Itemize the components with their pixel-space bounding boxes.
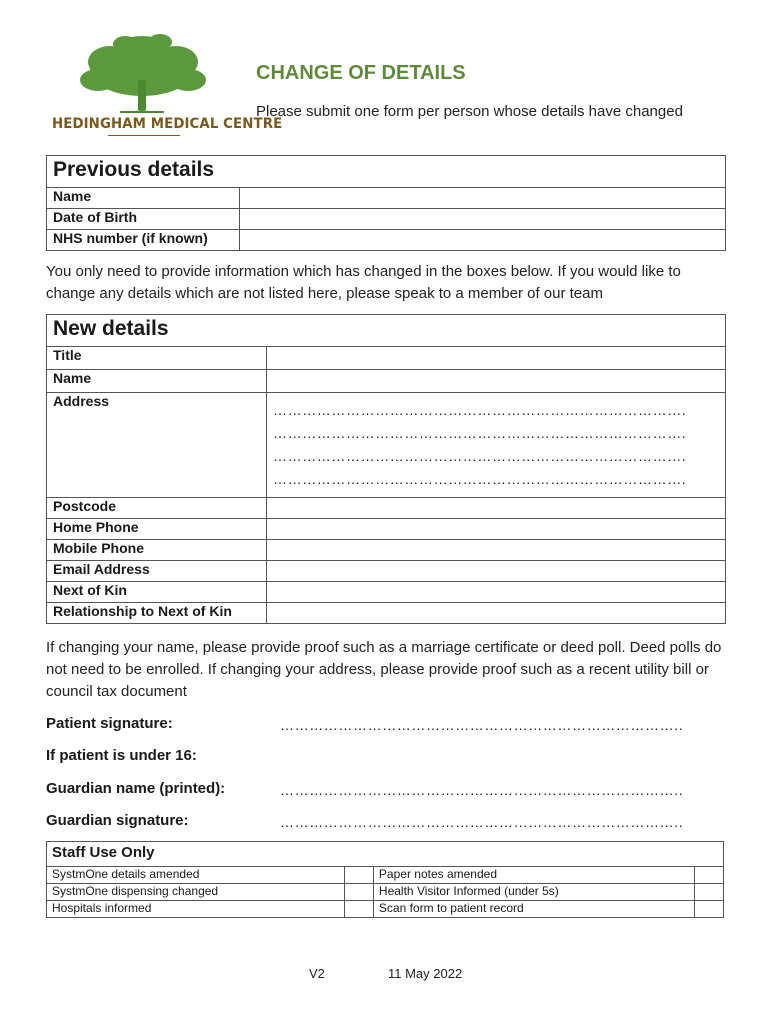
footer-version: V2 [309,966,325,981]
patient-signature-label: Patient signature: [46,715,173,732]
staff-use-table [46,841,724,918]
info-paragraph: You only need to provide information which has changed in the boxes below. If you would like to change any details which are not listed here, please speak to a member of our team [46,263,681,302]
staff-checkbox[interactable] [344,901,373,918]
new-mobile-phone-field[interactable] [267,540,726,561]
logo-underline [108,135,180,136]
prev-name-label: Name [47,188,240,209]
new-email-field[interactable] [267,561,726,582]
new-next-of-kin-label: Next of Kin [47,582,267,603]
new-email-label: Email Address [47,561,267,582]
previous-details-table [46,155,726,251]
patient-signature-field[interactable]: ……………………………………………………………………….. [280,717,684,733]
address-line-1: …………………………………………………………………………. [273,402,687,418]
new-relationship-label: Relationship to Next of Kin [47,603,267,624]
new-home-phone-field[interactable] [267,519,726,540]
logo-wordmark: HEDINGHAM MEDICAL CENTRE [52,116,283,132]
guardian-name-label: Guardian name (printed): [46,780,226,797]
new-home-phone-label: Home Phone [47,519,267,540]
staff-checkbox[interactable] [344,884,373,901]
prev-name-field[interactable] [240,188,726,209]
staff-checkbox[interactable] [695,901,724,918]
new-postcode-field[interactable] [267,498,726,519]
new-details-heading: New details [47,315,726,347]
prev-dob-label: Date of Birth [47,209,240,230]
new-mobile-phone-label: Mobile Phone [47,540,267,561]
new-details-table [46,314,726,624]
new-postcode-label: Postcode [47,498,267,519]
staff-checkbox[interactable] [695,867,724,884]
prev-dob-field[interactable] [240,209,726,230]
new-next-of-kin-field[interactable] [267,582,726,603]
form-subtitle: Please submit one form per person whose details have changed [256,103,683,120]
new-name-label: Name [47,370,267,393]
new-relationship-field[interactable] [267,603,726,624]
staff-item-label: Hospitals informed [47,901,345,918]
staff-use-heading: Staff Use Only [47,842,724,867]
staff-checkbox[interactable] [344,867,373,884]
prev-nhs-field[interactable] [240,230,726,251]
address-line-2: …………………………………………………………………………. [273,425,687,441]
address-line-3: …………………………………………………………………………. [273,448,687,464]
under-16-label: If patient is under 16: [46,747,197,764]
staff-checkbox[interactable] [695,884,724,901]
staff-item-label: SystmOne details amended [47,867,345,884]
new-name-field[interactable] [267,370,726,393]
previous-details-heading: Previous details [47,156,726,188]
new-title-label: Title [47,347,267,370]
guardian-name-field[interactable]: ……………………………………………………………………….. [280,782,684,798]
proof-paragraph: If changing your name, please provide proof such as a marriage certificate or deed poll. Deed polls do not need to be enrolled. If changing your address, please provide proof such as a recent utility bill or council tax document [46,639,722,700]
form-title: CHANGE OF DETAILS [256,62,466,84]
staff-item-label: Paper notes amended [373,867,694,884]
staff-item-label: Health Visitor Informed (under 5s) [373,884,694,901]
new-address-label: Address [47,393,267,498]
address-line-4: …………………………………………………………………………. [273,471,687,487]
new-address-field[interactable] [267,393,726,498]
new-title-field[interactable] [267,347,726,370]
guardian-signature-label: Guardian signature: [46,812,189,829]
prev-nhs-label: NHS number (if known) [47,230,240,251]
staff-item-label: SystmOne dispensing changed [47,884,345,901]
guardian-signature-field[interactable]: ……………………………………………………………………….. [280,814,684,830]
staff-item-label: Scan form to patient record [373,901,694,918]
footer-date: 11 May 2022 [388,966,463,981]
